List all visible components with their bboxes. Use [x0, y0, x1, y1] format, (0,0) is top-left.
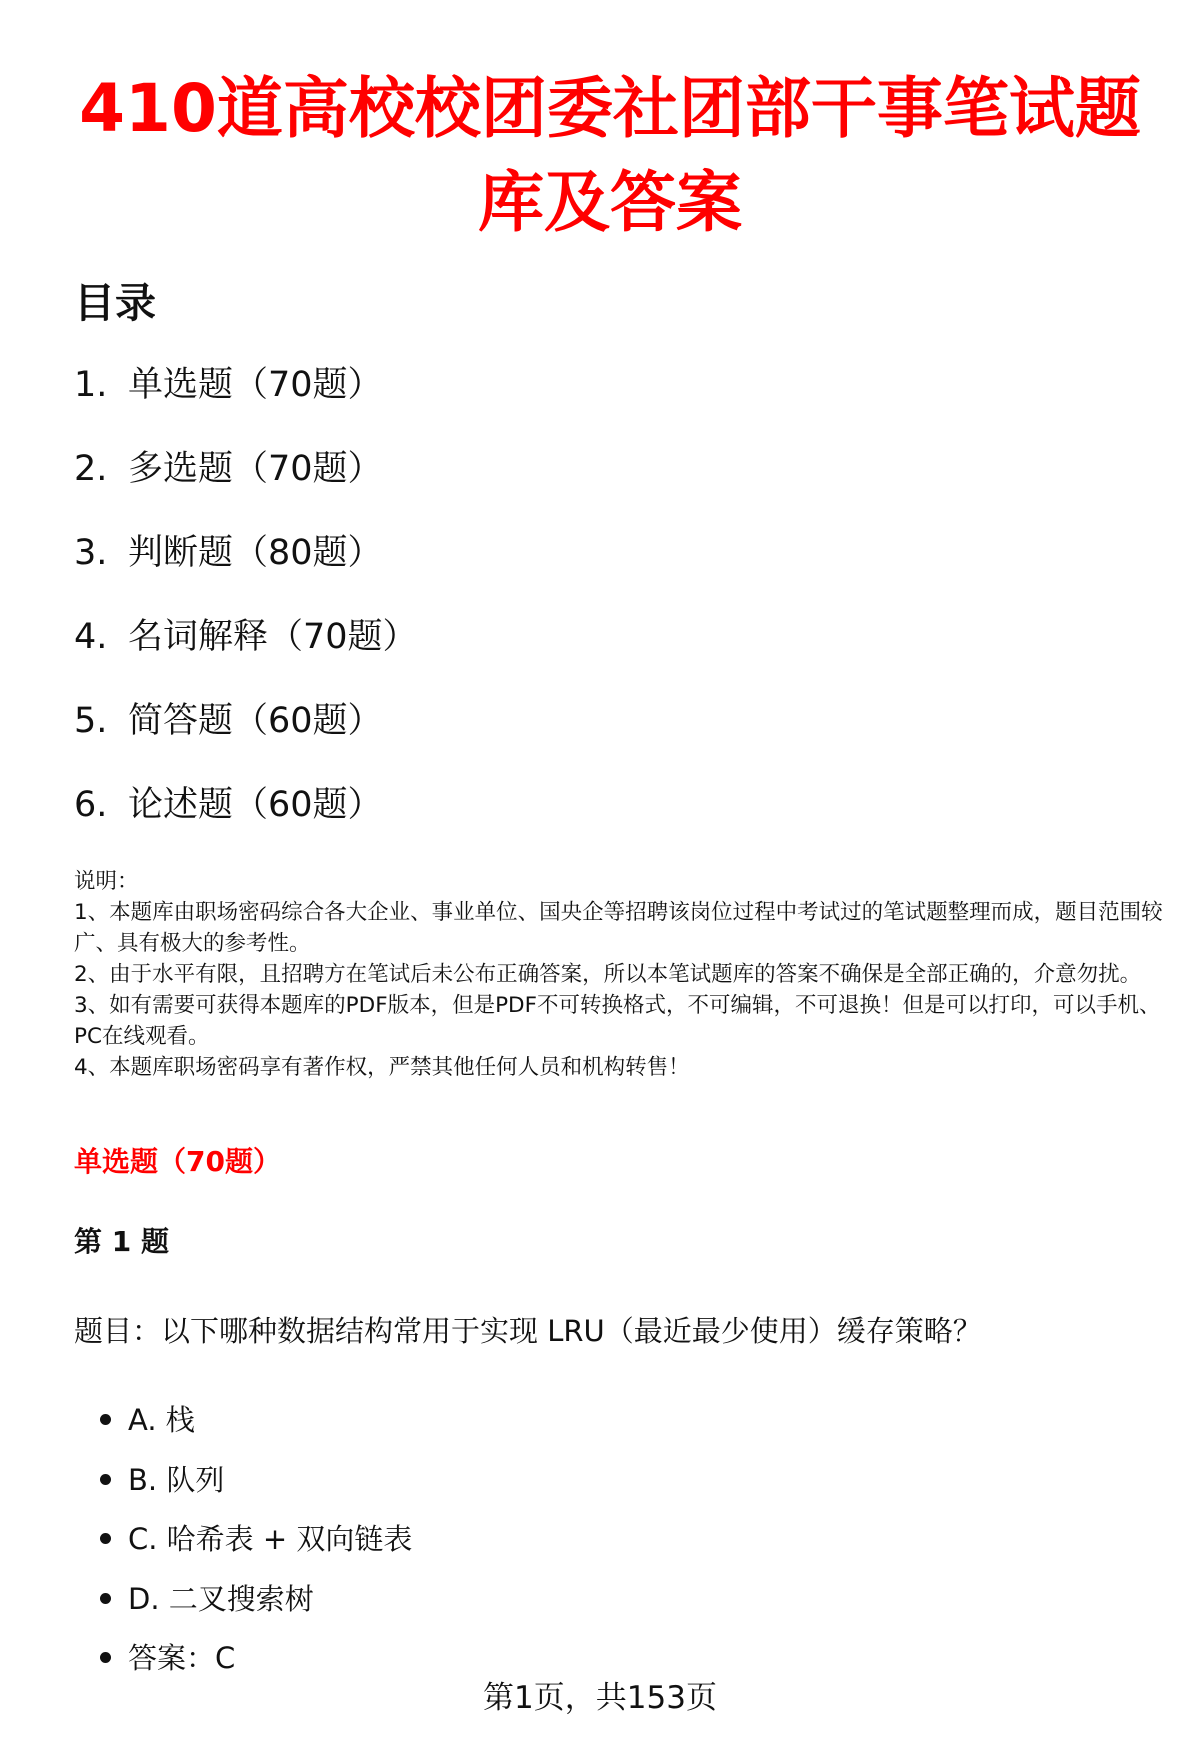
toc-item-short-answer — [74, 698, 418, 782]
document-title: 410道高校校团委社团部干事笔试题库及答案 — [79, 70, 1141, 241]
bullet-icon — [100, 1593, 111, 1604]
notes-section — [74, 866, 1164, 1083]
note-item: 3、如有需要可获得本题库的PDF版本，但是PDF不可转换格式，不可编辑，不可退换！但是可以打印，可以手机、PC在线观看。 — [74, 993, 1161, 1049]
bullet-icon — [100, 1414, 111, 1425]
toc-item-essay — [74, 782, 418, 866]
option-d — [74, 1578, 412, 1638]
toc-heading: 目录 — [74, 279, 156, 327]
toc-item-multiple-choice — [74, 446, 418, 530]
bullet-icon — [100, 1533, 111, 1544]
notes-heading: 说明： — [74, 869, 139, 894]
toc-item-single-choice — [74, 362, 418, 446]
toc-item-label: 多选题（70题） — [128, 449, 383, 489]
question-number: 第 1 题 — [74, 1225, 169, 1258]
option-label: A. 栈 — [128, 1403, 195, 1437]
answer-label: 答案：C — [128, 1641, 236, 1675]
bullet-icon — [100, 1474, 111, 1485]
toc-item-label: 论述题（60题） — [128, 785, 383, 825]
toc-item-label: 简答题（60题） — [128, 701, 383, 741]
toc-item-label: 单选题（70题） — [128, 365, 383, 405]
option-c — [74, 1518, 412, 1578]
toc-item-number: 3. — [74, 533, 108, 573]
option-a — [74, 1399, 412, 1459]
toc-item-true-false — [74, 530, 418, 614]
page-footer: 第1页，共153页 — [483, 1680, 717, 1716]
toc-item-number: 1. — [74, 365, 108, 405]
toc-list — [74, 362, 418, 866]
note-item: 4、本题库职场密码享有著作权，严禁其他任何人员和机构转售！ — [74, 1055, 690, 1080]
bullet-icon — [100, 1652, 111, 1663]
toc-item-label: 判断题（80题） — [128, 533, 383, 573]
option-label: C. 哈希表 + 双向链表 — [128, 1522, 413, 1556]
option-label: B. 队列 — [128, 1462, 225, 1497]
toc-item-number: 4. — [74, 617, 108, 657]
toc-item-number: 5. — [74, 701, 108, 741]
options-list — [74, 1399, 412, 1697]
toc-item-label: 名词解释（70题） — [128, 617, 418, 657]
toc-item-number: 2. — [74, 449, 108, 489]
question-text: 题目：以下哪种数据结构常用于实现 LRU（最近最少使用）缓存策略？ — [74, 1314, 982, 1348]
option-b — [74, 1459, 412, 1519]
toc-item-term-definition — [74, 614, 418, 698]
toc-item-number: 6. — [74, 785, 108, 825]
note-item: 2、由于水平有限，且招聘方在笔试后未公布正确答案，所以本笔试题库的答案不确保是全部正确的，介意勿扰。 — [74, 962, 1142, 987]
note-item: 1、本题库由职场密码综合各大企业、事业单位、国央企等招聘该岗位过程中考试过的笔试题整理而成，题目范围较广、具有极大的参考性。 — [74, 900, 1163, 956]
section-heading: 单选题（70题） — [74, 1145, 281, 1178]
option-label: D. 二叉搜索树 — [128, 1581, 314, 1616]
